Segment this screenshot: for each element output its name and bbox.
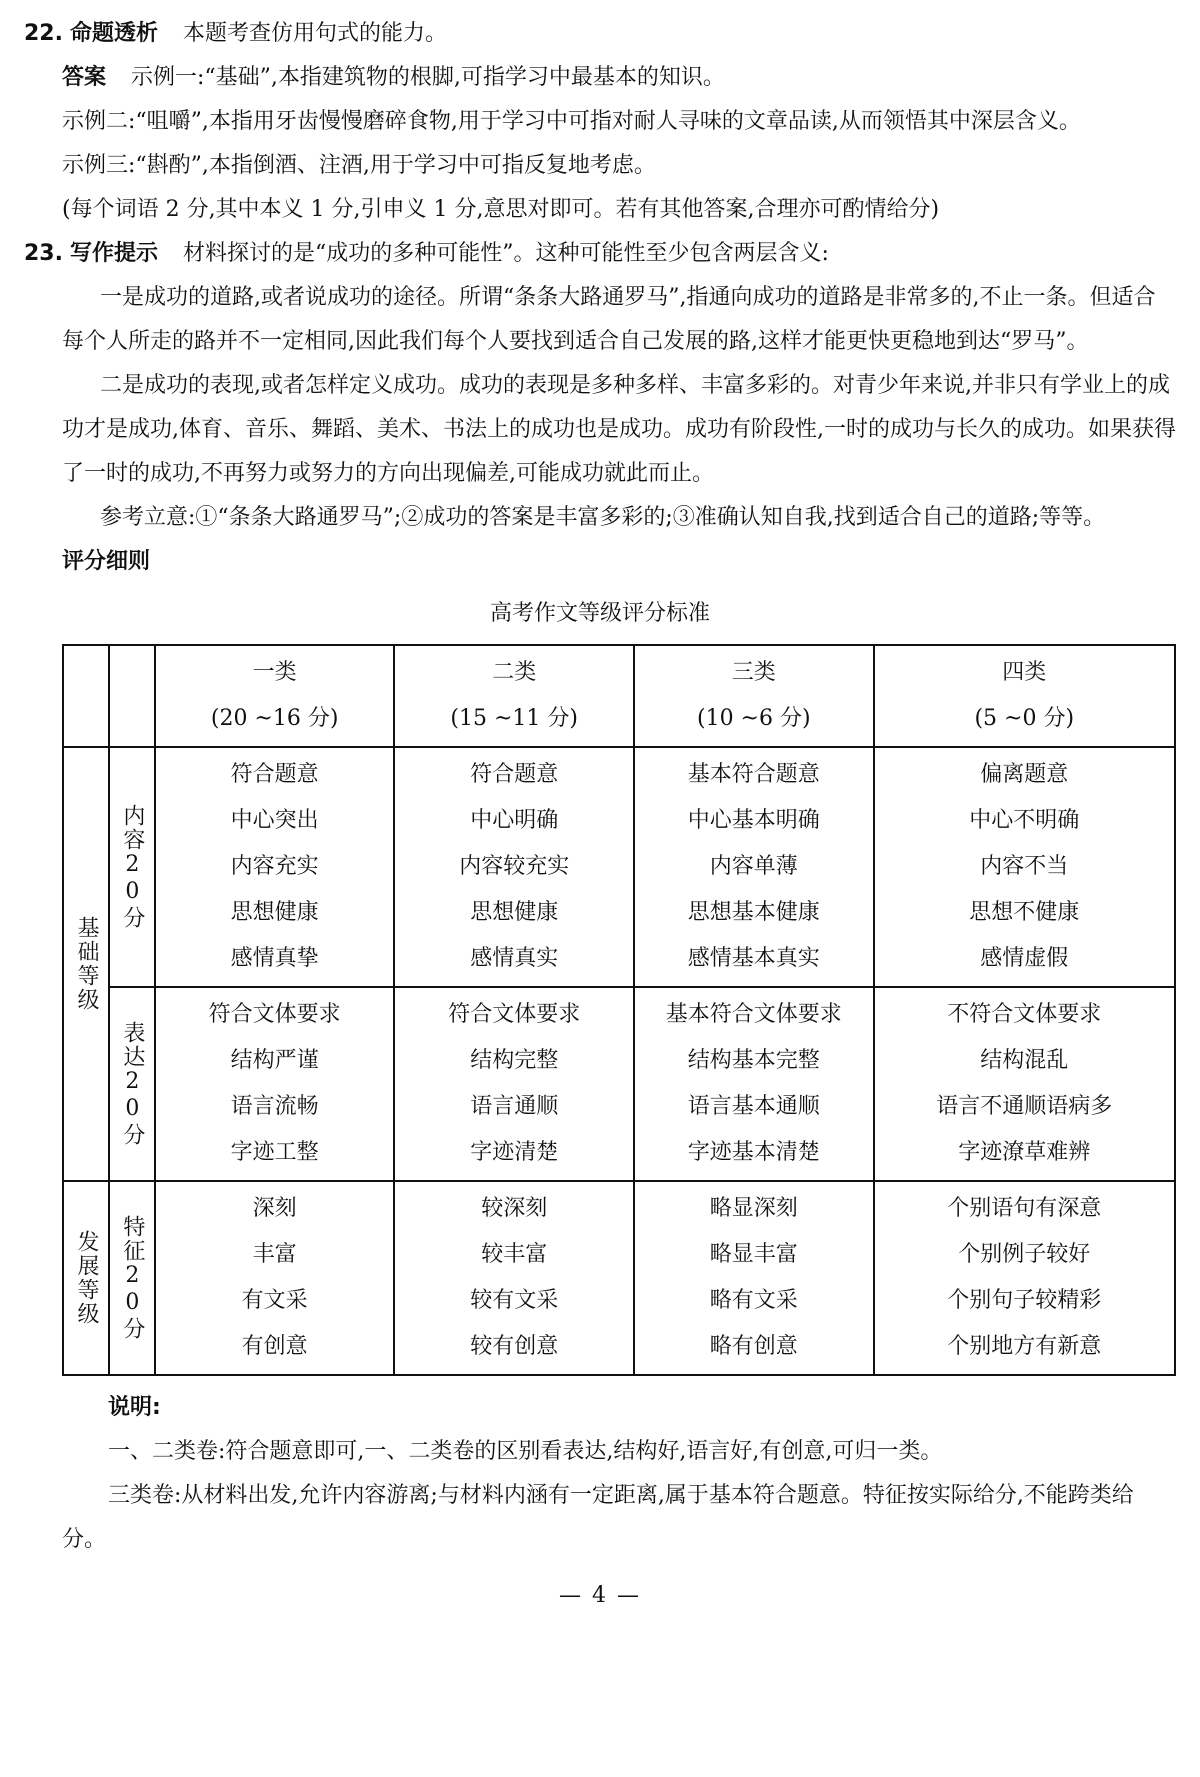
- criterion: 内容单薄: [709, 854, 798, 879]
- q22-example2: 示例二:“咀嚼”,本指用牙齿慢慢磨碎食物,用于学习中可指对耐人寻味的文章品读,从而领悟其中深层含义。: [62, 109, 1081, 134]
- criterion: 深刻: [252, 1196, 297, 1221]
- criterion: 思想健康: [470, 900, 559, 925]
- criterion: 字迹潦草难辨: [958, 1140, 1091, 1165]
- criterion: 基本符合题意: [687, 762, 820, 787]
- criterion: 结构完整: [470, 1048, 559, 1073]
- criterion: 中心基本明确: [687, 808, 820, 833]
- header-class-3: [634, 645, 874, 747]
- row-label-cell: [109, 987, 155, 1181]
- table-row-content: [63, 747, 1175, 987]
- grading-table: [62, 644, 1176, 1376]
- criterion: 不符合文体要求: [947, 1002, 1102, 1027]
- criterion: 字迹清楚: [470, 1140, 559, 1165]
- notes-line-2: 三类卷:从材料出发,允许内容游离;与材料内涵有一定距离,属于基本符合题意。特征按实际给分,不能跨类给分。: [62, 1483, 1134, 1552]
- criterion: 结构混乱: [980, 1048, 1069, 1073]
- header-name: 一类: [252, 660, 297, 685]
- criterion: 较有文采: [470, 1288, 559, 1313]
- header-corner-2: [109, 645, 155, 747]
- criterion: 较有创意: [470, 1334, 559, 1359]
- q22-header: [24, 12, 1176, 56]
- group-dev-label: 发展等级: [73, 1230, 99, 1326]
- expression-class-2: [394, 987, 634, 1181]
- criterion: 中心突出: [230, 808, 319, 833]
- criterion: 偏离题意: [980, 762, 1069, 787]
- row-label-cell: [109, 1181, 155, 1375]
- criterion: 结构基本完整: [687, 1048, 820, 1073]
- expression-class-3: [634, 987, 874, 1181]
- rubric-heading: 评分细则: [62, 549, 151, 574]
- feature-class-1: [155, 1181, 395, 1375]
- page-number: — 4 —: [559, 1583, 641, 1608]
- criterion: 思想不健康: [969, 900, 1080, 925]
- criterion: 较深刻: [481, 1196, 548, 1221]
- criterion: 结构严谨: [230, 1048, 319, 1073]
- notes-line-1: 一、二类卷:符合题意即可,一、二类卷的区别看表达,结构好,语言好,有创意,可归一类。: [108, 1439, 943, 1464]
- header-range: (10 ~6 分): [696, 706, 811, 731]
- criterion: 感情真实: [470, 946, 559, 971]
- content-class-4: [874, 747, 1175, 987]
- criterion: 个别句子较精彩: [947, 1288, 1102, 1313]
- q23-label: 写作提示: [69, 241, 158, 266]
- q23-paragraph-2: 二是成功的表现,或者怎样定义成功。成功的表现是多种多样、丰富多彩的。对青少年来说,并非只有学业上的成功才是成功,体育、音乐、舞蹈、美术、书法上的成功也是成功。成功有阶段性,一时的成功与长久的成功。如果获得了一时的成功,不再努力或努力的方向出现偏差,可能成功就此而止。: [62, 373, 1176, 486]
- criterion: 符合题意: [470, 762, 559, 787]
- row-label-feature: 特征20分: [119, 1215, 145, 1341]
- criterion: 略显丰富: [709, 1242, 798, 1267]
- feature-class-2: [394, 1181, 634, 1375]
- q22-intro: 本题考查仿用句式的能力。: [183, 21, 448, 46]
- criterion: 符合文体要求: [448, 1002, 581, 1027]
- criterion: 感情真挚: [230, 946, 319, 971]
- header-name: 三类: [731, 660, 776, 685]
- row-label-expression: 表达20分: [119, 1021, 145, 1147]
- criterion: 略有创意: [709, 1334, 798, 1359]
- q22-number: 22.: [24, 21, 63, 46]
- criterion: 内容不当: [980, 854, 1069, 879]
- criterion: 内容充实: [230, 854, 319, 879]
- expression-class-4: [874, 987, 1175, 1181]
- q23-paragraph-1: 一是成功的道路,或者说成功的途径。所谓“条条大路通罗马”,指通向成功的道路是非常多的,不止一条。但适合每个人所走的路并不一定相同,因此我们每个人要找到适合自己发展的路,这样才能更快更稳地到达“罗马”。: [62, 285, 1156, 354]
- group-basic-cell: [63, 747, 109, 1181]
- answer-page: [24, 12, 1176, 1618]
- criterion: 符合题意: [230, 762, 319, 787]
- header-class-2: [394, 645, 634, 747]
- criterion: 个别例子较好: [958, 1242, 1091, 1267]
- notes-heading: 说明:: [108, 1395, 161, 1420]
- group-basic-label: 基础等级: [73, 916, 99, 1012]
- header-range: (5 ~0 分): [974, 706, 1075, 731]
- table-title: 高考作文等级评分标准: [489, 601, 710, 626]
- q23-header: [24, 232, 1176, 276]
- feature-class-4: [874, 1181, 1175, 1375]
- content-class-2: [394, 747, 634, 987]
- criterion: 丰富: [252, 1242, 297, 1267]
- header-range: (15 ~11 分): [450, 706, 578, 731]
- criterion: 个别地方有新意: [947, 1334, 1102, 1359]
- q23-number: 23.: [24, 241, 63, 266]
- criterion: 略显深刻: [709, 1196, 798, 1221]
- header-name: 二类: [492, 660, 537, 685]
- content-class-1: [155, 747, 395, 987]
- criterion: 较丰富: [481, 1242, 548, 1267]
- content-class-3: [634, 747, 874, 987]
- criterion: 符合文体要求: [208, 1002, 341, 1027]
- table-header-row: [63, 645, 1175, 747]
- criterion: 字迹工整: [230, 1140, 319, 1165]
- criterion: 语言不通顺语病多: [936, 1094, 1113, 1119]
- criterion: 中心不明确: [969, 808, 1080, 833]
- criterion: 内容较充实: [459, 854, 570, 879]
- header-corner-1: [63, 645, 109, 747]
- q23-paragraph-3: 参考立意:①“条条大路通罗马”;②成功的答案是丰富多彩的;③准确认知自我,找到适合自己的道路;等等。: [100, 505, 1106, 530]
- criterion: 感情基本真实: [687, 946, 820, 971]
- table-row-expression: [63, 987, 1175, 1181]
- q22-example1-line: [24, 56, 1176, 100]
- criterion: 有文采: [241, 1288, 308, 1313]
- criterion: 语言基本通顺: [687, 1094, 820, 1119]
- table-row-feature: [63, 1181, 1175, 1375]
- q23-intro: 材料探讨的是“成功的多种可能性”。这种可能性至少包含两层含义:: [183, 241, 829, 266]
- q22-example1: 示例一:“基础”,本指建筑物的根脚,可指学习中最基本的知识。: [131, 65, 725, 90]
- criterion: 思想基本健康: [687, 900, 820, 925]
- row-label-cell: [109, 747, 155, 987]
- criterion: 语言通顺: [470, 1094, 559, 1119]
- criterion: 个别语句有深意: [947, 1196, 1102, 1221]
- criterion: 感情虚假: [980, 946, 1069, 971]
- feature-class-3: [634, 1181, 874, 1375]
- row-label-content: 内容20分: [119, 804, 145, 930]
- header-class-4: [874, 645, 1175, 747]
- q22-scoring-note: (每个词语 2 分,其中本义 1 分,引申义 1 分,意思对即可。若有其他答案,合理亦可酌情给分): [62, 197, 940, 222]
- q22-answer-label: 答案: [62, 65, 107, 90]
- criterion: 字迹基本清楚: [687, 1140, 820, 1165]
- group-dev-cell: [63, 1181, 109, 1375]
- header-class-1: [155, 645, 395, 747]
- header-name: 四类: [1002, 660, 1047, 685]
- q22-example3: 示例三:“斟酌”,本指倒酒、注酒,用于学习中可指反复地考虑。: [62, 153, 656, 178]
- criterion: 有创意: [241, 1334, 308, 1359]
- criterion: 中心明确: [470, 808, 559, 833]
- criterion: 语言流畅: [230, 1094, 319, 1119]
- criterion: 略有文采: [709, 1288, 798, 1313]
- q22-label: 命题透析: [69, 21, 158, 46]
- criterion: 基本符合文体要求: [665, 1002, 842, 1027]
- header-range: (20 ~16 分): [210, 706, 339, 731]
- criterion: 思想健康: [230, 900, 319, 925]
- expression-class-1: [155, 987, 395, 1181]
